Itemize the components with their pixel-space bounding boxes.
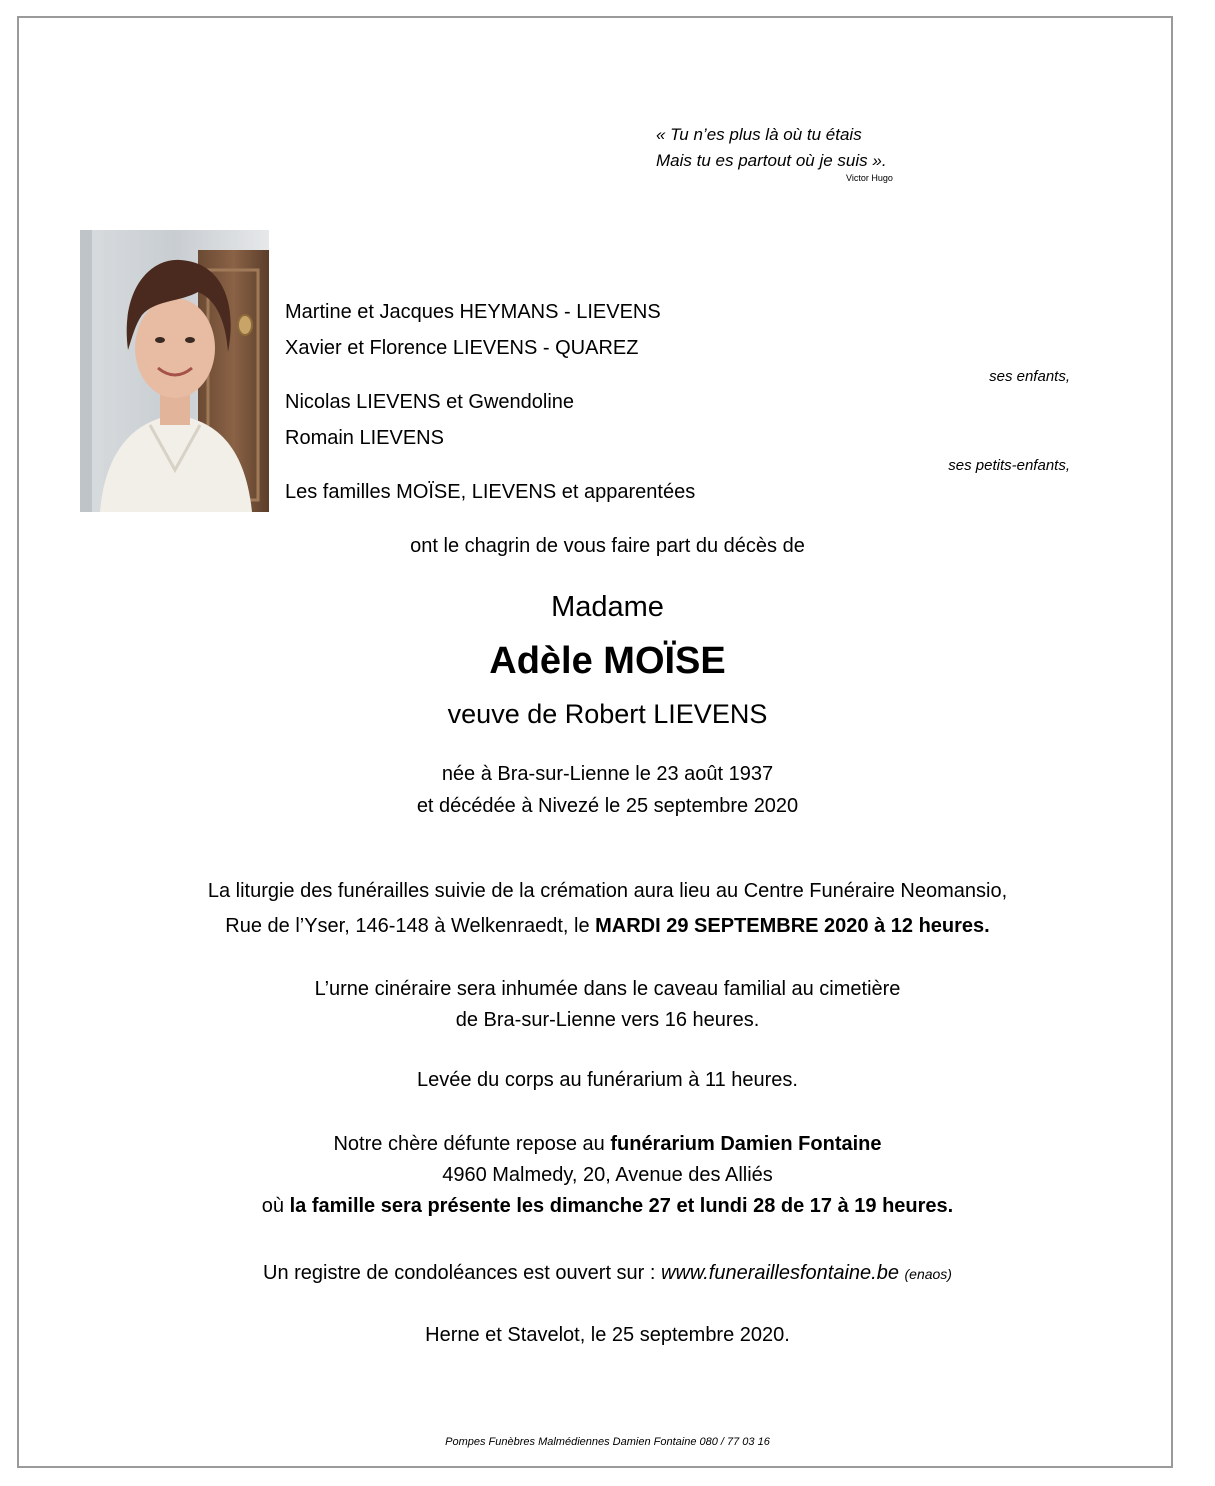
deceased-name: Adèle MOÏSE [489, 640, 726, 682]
announcement: ont le chagrin de vous faire part du décès de [410, 535, 805, 557]
liturgy-line-1: La liturgie des funérailles suivie de la crémation aura lieu au Centre Funéraire Neomansio, [207, 880, 1008, 902]
condolences-line [0, 1262, 1215, 1285]
children-role: ses enfants, [989, 368, 1070, 385]
quote-line-2: Mais tu es partout où je suis ». [656, 151, 887, 170]
liturgy-datetime: MARDI 29 SEPTEMBRE 2020 à 12 heures. [595, 915, 990, 937]
condolences-link[interactable]: www.funeraillesfontaine.be [661, 1262, 899, 1284]
death-info: et décédée à Nivezé le 25 septembre 2020 [416, 795, 799, 817]
condolences-prefix: Un registre de condoléances est ouvert sur : [263, 1262, 662, 1284]
portrait-illustration [80, 230, 269, 512]
funeral-home-address: 4960 Malmedy, 20, Avenue des Alliés [442, 1164, 773, 1186]
visiting-hours: la famille sera présente les dimanche 27 et lundi 28 de 17 à 19 heures. [289, 1195, 954, 1217]
grandchildren-role: ses petits-enfants, [948, 457, 1070, 474]
liturgy-address: Rue de l’Yser, 146-148 à Welkenraedt, le [225, 915, 596, 937]
grandchild-1: Nicolas LIEVENS et Gwendoline [285, 391, 575, 413]
visiting-prefix: où [261, 1195, 290, 1217]
quote-author: Victor Hugo [846, 173, 893, 183]
repose-prefix: Notre chère défunte repose au [333, 1133, 611, 1155]
repose-line-1 [0, 1133, 1215, 1156]
child-1: Martine et Jacques HEYMANS - LIEVENS [285, 301, 661, 323]
quote-line-1: « Tu n’es plus là où tu étais [656, 125, 862, 144]
footer-funeral-services: Pompes Funèbres Malmédiennes Damien Fontaine 080 / 77 03 16 [445, 1436, 770, 1448]
liturgy-line-2 [0, 915, 1215, 938]
repose-line-3 [0, 1195, 1215, 1218]
funeral-home-name: funérarium Damien Fontaine [610, 1133, 882, 1155]
urn-line-1: L’urne cinéraire sera inhumée dans le caveau familial au cimetière [314, 978, 901, 1000]
condolences-suffix: (enaos) [904, 1266, 952, 1282]
grandchild-2: Romain LIEVENS [285, 427, 444, 449]
portrait-photo [80, 230, 269, 512]
birth-info: née à Bra-sur-Lienne le 23 août 1937 [441, 763, 774, 785]
deceased-title: Madame [551, 591, 664, 623]
levee-info: Levée du corps au funérarium à 11 heures. [417, 1069, 798, 1091]
urn-line-2: de Bra-sur-Lienne vers 16 heures. [455, 1009, 760, 1031]
place-date: Herne et Stavelot, le 25 septembre 2020. [425, 1324, 790, 1346]
widow-of: veuve de Robert LIEVENS [447, 699, 768, 729]
extended-families: Les familles MOÏSE, LIEVENS et apparentées [285, 481, 696, 503]
child-2: Xavier et Florence LIEVENS - QUAREZ [285, 337, 639, 359]
